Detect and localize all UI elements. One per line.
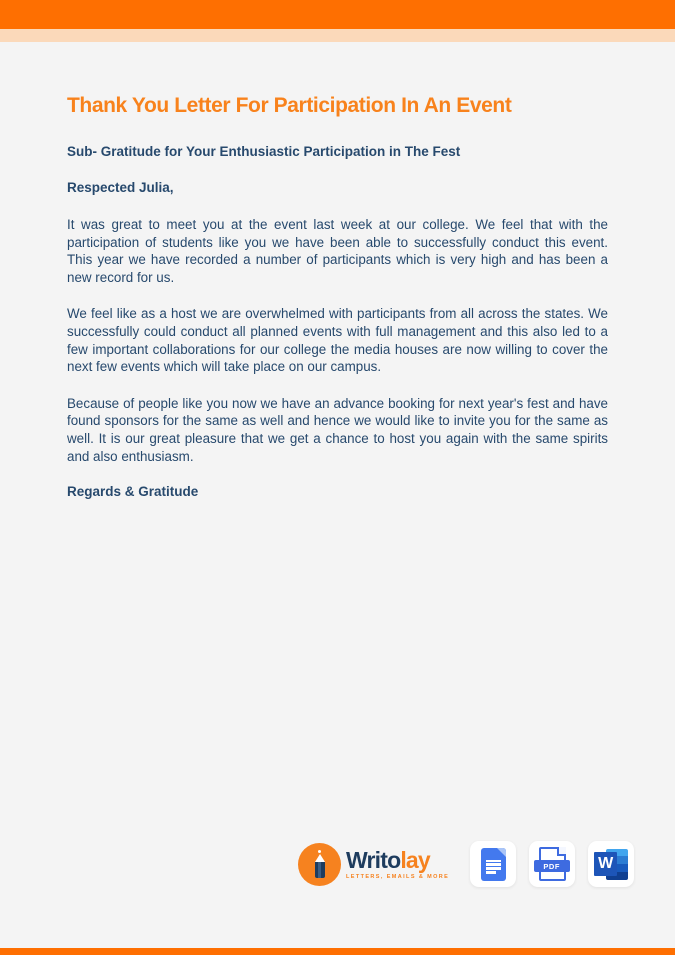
brand-wordmark-secondary: lay — [400, 847, 430, 873]
google-docs-icon — [481, 848, 506, 881]
pencil-body — [315, 862, 325, 878]
letter-paragraph: Because of people like you now we have an advance booking for next year's fest and have found sponsors for the same as well and hence we would like to invite you for the same as well. It is our great pleasure that we get a chance to host you again with the same spirits and also enthusiasm. — [67, 395, 608, 464]
footer — [298, 841, 634, 887]
top-accent-bar — [0, 0, 675, 29]
letter-signoff: Regards & Gratitude — [67, 484, 199, 500]
brand-wordmark-primary: Writo — [346, 847, 401, 873]
letter-paragraph: We feel like as a host we are overwhelmed with participants from all across the states. We successfully could conduct all planned events with full management and this also led to a few important collaborations for our college the media houses are now willing to cover the next few events which will take place on our campus. — [67, 306, 608, 375]
page-title: Thank You Letter For Participation In An Event — [67, 94, 512, 117]
docs-text-lines — [486, 860, 501, 881]
letter-salutation: Respected Julia, — [67, 180, 174, 195]
letter-subject: Sub- Gratitude for Your Enthusiastic Participation in The Fest — [67, 144, 461, 159]
word-letter: W — [594, 852, 617, 876]
bottom-accent-bar — [0, 948, 675, 955]
word-icon — [594, 849, 628, 880]
top-accent-bar-shadow — [0, 29, 675, 42]
pdf-label: PDF — [534, 860, 570, 872]
pdf-folded-corner — [557, 847, 566, 856]
writolay-logo[interactable] — [298, 843, 449, 886]
pencil-tip — [315, 854, 325, 862]
letter-content — [0, 42, 675, 500]
brand-wordmark — [346, 848, 449, 872]
pdf-download-button[interactable] — [529, 841, 575, 887]
letter-paragraph: It was great to meet you at the event last week at our college. We feel that with the participation of students like you we have been able to successfully conduct this event. This year we have recorded a number of participants which is very high and has been a new record for us. — [67, 217, 608, 285]
word-download-button[interactable] — [588, 841, 634, 887]
google-docs-download-button[interactable] — [470, 841, 516, 887]
pencil-logo-icon — [298, 843, 341, 886]
pencil-spark — [318, 850, 321, 853]
docs-folded-corner — [497, 848, 506, 857]
brand-text — [346, 848, 449, 880]
pdf-icon — [539, 847, 566, 881]
brand-tagline: LETTERS, EMAILS & MORE — [346, 874, 450, 880]
